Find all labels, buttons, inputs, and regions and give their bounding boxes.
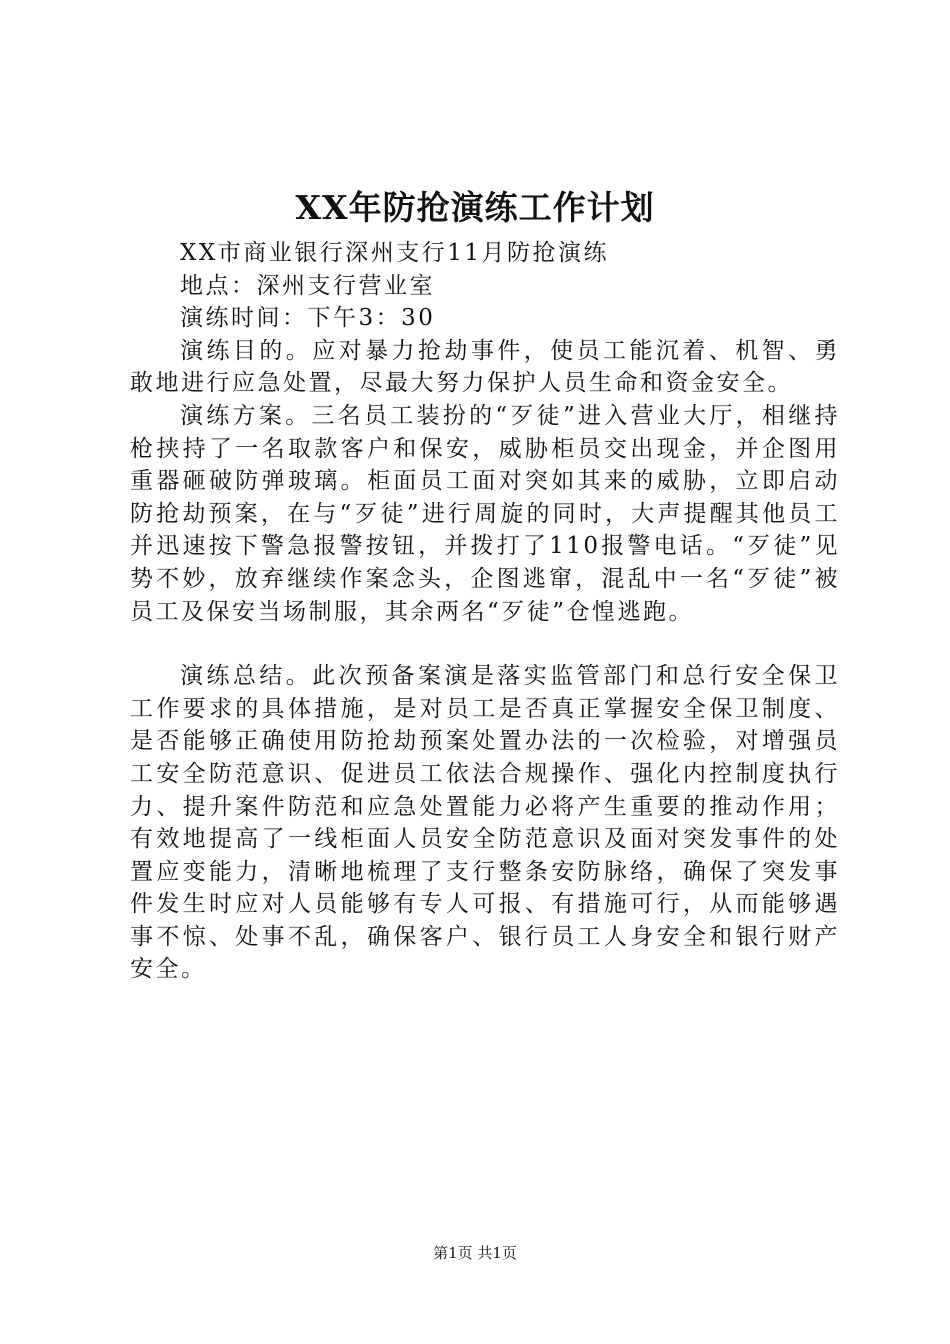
paragraph-spacer <box>130 628 840 660</box>
page-footer: 第1页 共1页 <box>433 1244 517 1262</box>
document-title: XX年防抢演练工作计划 <box>295 188 655 227</box>
document-body <box>130 237 840 986</box>
org-line: XX市商业银行深州支行11月防抢演练 <box>180 240 610 266</box>
time-line: 演练时间：下午3：30 <box>180 305 436 332</box>
location-line: 地点：深州支行营业室 <box>180 272 435 299</box>
purpose-paragraph: 演练目的。应对暴力抢劫事件，使员工能沉着、机智、勇敢地进行应急处置，尽最大努力保护人员生命和资金安全。 <box>130 337 840 397</box>
plan-paragraph: 演练方案。三名员工装扮的“歹徒”进入营业大厅，相继持枪挟持了一名取款客户和保安，威胁柜员交出现金，并企图用重器砸破防弹玻璃。柜面员工面对突如其来的威胁，立即启动防抢劫预案，在与“歹徒”进行周旋的同时，大声提醒其他员工并迅速按下警急报警按钮，并拨打了110报警电话。“歹徒”见势不妙，放弃继续作案念头，企图逃窜，混乱中一名“歹徒”被员工及保安当场制服，其余两名“歹徒”仓惶逃跑。 <box>130 402 840 625</box>
summary-paragraph: 演练总结。此次预备案演是落实监管部门和总行安全保卫工作要求的具体措施，是对员工是否真正掌握安全保卫制度、是否能够正确使用防抢劫预案处置办法的一次检验，对增强员工安全防范意识、促进员工依法合规操作、强化内控制度执行力、提升案件防范和应急处置能力必将产生重要的推动作用；有效地提高了一线柜面人员安全防范意识及面对突发事件的处置应变能力，清晰地梳理了支行整条安防脉络，确保了突发事件发生时应对人员能够有专人可报、有措施可行，从而能够遇事不惊、处事不乱，确保客户、银行员工人身安全和银行财产安全。 <box>130 663 840 983</box>
